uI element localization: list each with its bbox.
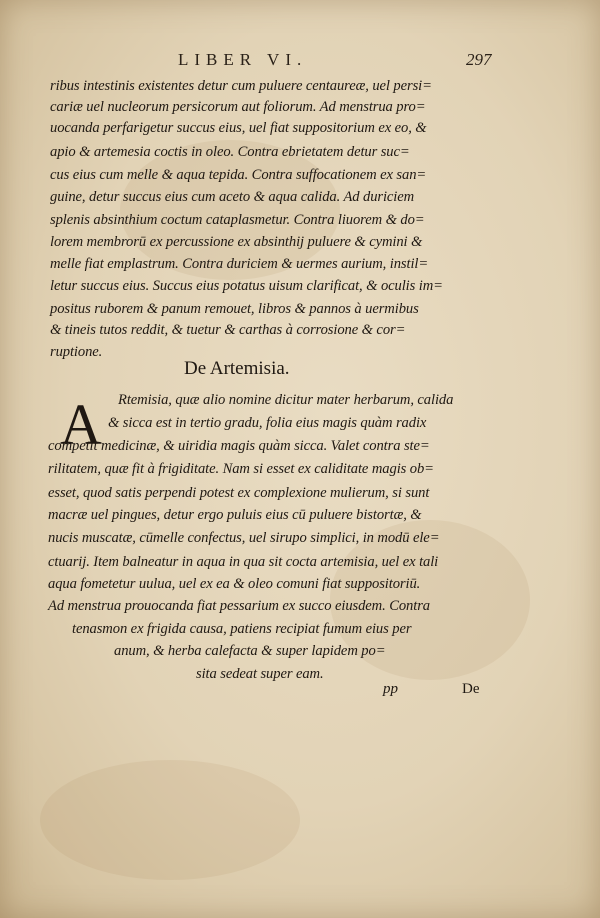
- text-line: guine, detur succus eius cum aceto & aqua calida. Ad duriciem: [50, 189, 415, 205]
- text-line: splenis absinthium coctum cataplasmetur. Contra liuorem & do=: [50, 212, 425, 228]
- text-line: nucis muscatæ, cūmelle confectus, uel sirupo simplici, in modū ele=: [48, 530, 440, 546]
- page-header: [0, 50, 600, 74]
- text-line: cariæ uel nucleorum persicorum aut foliorum. Ad menstrua pro=: [50, 99, 426, 115]
- signature-mark: pp: [383, 681, 398, 697]
- text-line: lorem membrorū ex percussione ex absinthij puluere & cymini &: [50, 234, 423, 250]
- text-line: esset, quod satis perpendi potest ex complexione mulierum, si sunt: [48, 485, 430, 501]
- section-heading: De Artemisia.: [184, 358, 290, 379]
- text-line: ctuarij. Item balneatur in aqua in qua sit cocta artemisia, uel ex tali: [48, 554, 439, 570]
- text-line: Rtemisia, quæ alio nomine dicitur mater herbarum, calida: [118, 392, 454, 408]
- text-line: melle fiat emplastrum. Contra duriciem & uermes aurium, instil=: [50, 256, 429, 272]
- text-line: apio & artemesia coctis in oleo. Contra ebrietatem detur suc=: [50, 144, 410, 160]
- text-line: & tineis tutos reddit, & tuetur & carthas à corrosione & cor=: [50, 322, 406, 338]
- paper-stain: [40, 760, 300, 880]
- page-number: 297: [466, 50, 492, 69]
- text-line: cus eius cum melle & aqua tepida. Contra suffocationem ex san=: [50, 167, 427, 183]
- text-line: uocanda perfarigetur succus eius, uel fiat suppositorium ex eo, &: [50, 120, 427, 136]
- running-title: LIBER VI.: [178, 50, 308, 69]
- text-line: tenasmon ex frigida causa, patiens recipiat fumum eius per: [72, 621, 412, 637]
- text-line: aqua fometetur uulua, uel ex ea & oleo comuni fiat suppositoriū.: [48, 576, 421, 592]
- page-footer: [0, 681, 600, 703]
- text-line: Ad menstrua prouocanda fiat pessarium ex succo eiusdem. Contra: [48, 598, 430, 614]
- text-line: letur succus eius. Succus eius potatus uisum clarificat, & oculis im=: [50, 278, 443, 294]
- text-line: ribus intestinis existentes detur cum puluere centaureæ, uel persi=: [50, 78, 432, 94]
- text-line: rilitatem, quæ fit à frigiditate. Nam si esset ex caliditate magis ob=: [48, 461, 434, 477]
- text-line: & sicca est in tertio gradu, folia eius magis quàm radix: [108, 415, 427, 431]
- text-line: anum, & herba calefacta & super lapidem po=: [114, 643, 386, 659]
- drop-cap: A: [60, 392, 102, 457]
- text-line: ruptione.: [50, 344, 103, 360]
- text-line: competit medicinæ, & uiridia magis quàm sicca. Valet contra ste=: [48, 438, 430, 454]
- catchword: De: [462, 681, 480, 697]
- text-line: macræ uel pingues, detur ergo puluis eius cū puluere bistortæ, &: [48, 507, 422, 523]
- text-line: positus ruborem & panum remouet, libros & pannos à uermibus: [50, 301, 419, 317]
- text-line: sita sedeat super eam.: [196, 666, 324, 682]
